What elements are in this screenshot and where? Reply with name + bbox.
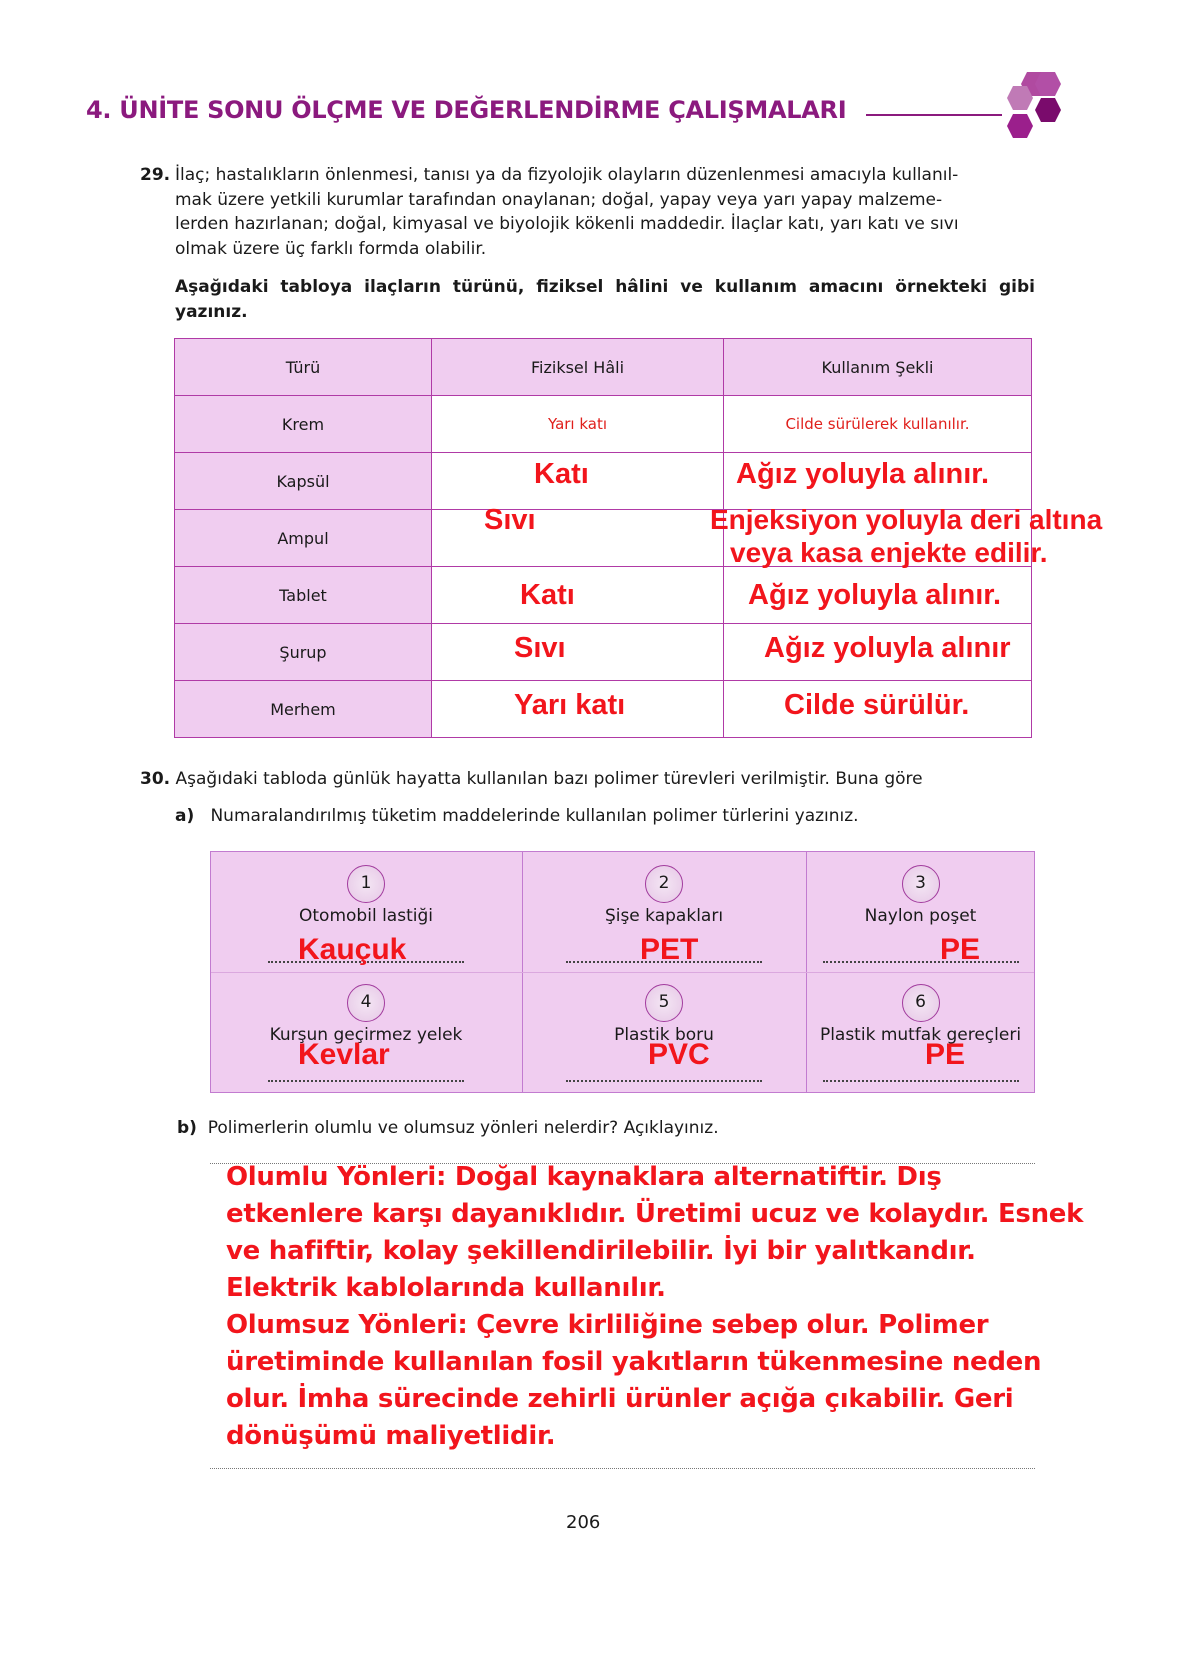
header-use: Kullanım Şekli — [724, 339, 1032, 396]
answer-2[interactable]: PET — [640, 933, 699, 966]
hexagon-logo-icon — [1005, 68, 1077, 148]
item-name: Otomobil lastiği — [299, 906, 433, 926]
polymer-item — [522, 984, 806, 1045]
item-name: Naylon poşet — [864, 906, 977, 926]
item-number-badge: 2 — [645, 865, 683, 903]
polymer-item — [806, 865, 1035, 926]
question-29-number: 29. — [140, 165, 171, 185]
table-row: Ampul Sıvı Enjeksiyon yoluyla deri altına veya kasa enjekte edilir. — [175, 510, 1032, 567]
page-title: 4. ÜNİTE SONU ÖLÇME VE DEĞERLENDİRME ÇALIŞMALARI — [86, 96, 847, 124]
table-row: Tablet Katı Ağız yoluyla alınır. — [175, 567, 1032, 624]
answer-dotted-line — [566, 1080, 762, 1082]
answer-5[interactable]: PVC — [648, 1038, 710, 1071]
answer-6[interactable]: PE — [925, 1038, 966, 1071]
answer-dotted-line — [823, 1080, 1019, 1082]
answer-dotted-line — [823, 961, 1019, 963]
answer-1[interactable]: Kauçuk — [298, 933, 407, 966]
answer-dotted-line — [268, 1080, 464, 1082]
table-row: Şurup Sıvı Ağız yoluyla alınır — [175, 624, 1032, 681]
item-number-badge: 4 — [347, 984, 385, 1022]
header-type: Türü — [175, 339, 432, 396]
question-30: 30. Aşağıdaki tabloda günlük hayatta kullanılan bazı polimer türevleri verilmiştir. Buna göre — [140, 769, 923, 789]
writing-line — [210, 1468, 1035, 1469]
item-number-badge: 3 — [902, 865, 940, 903]
item-name: Plastik mutfak gereçleri — [819, 1025, 1022, 1045]
question-30b: b) Polimerlerin olumlu ve olumsuz yönleri nelerdir? Açıklayınız. — [177, 1118, 719, 1138]
header-state: Fiziksel Hâli — [432, 339, 724, 396]
table-row: Kapsül Katı Ağız yoluyla alınır. — [175, 453, 1032, 510]
polymer-item — [210, 984, 522, 1045]
item-number-badge: 6 — [902, 984, 940, 1022]
item-name: Kurşun geçirmez yelek — [269, 1025, 463, 1045]
polymer-item — [522, 865, 806, 926]
question-29-instruction: Aşağıdaki tabloya ilaçların türünü, fiziksel hâlini ve kullanım amacını örnekteki gibi yazınız. — [175, 277, 1035, 322]
table-header-row — [175, 339, 1032, 396]
item-name: Şişe kapakları — [604, 906, 724, 926]
page-number: 206 — [566, 1512, 601, 1533]
answer-4[interactable]: Kevlar — [298, 1038, 390, 1071]
title-divider — [866, 114, 1002, 116]
answer-3[interactable]: PE — [940, 933, 981, 966]
item-number-badge: 1 — [347, 865, 385, 903]
polymer-item — [210, 865, 522, 926]
question-30a: a) Numaralandırılmış tüketim maddelerinde kullanılan polimer türlerini yazınız. — [175, 806, 859, 826]
table-row: Krem Yarı katı Cilde sürülerek kullanılır. — [175, 396, 1032, 453]
item-number-badge: 5 — [645, 984, 683, 1022]
medicine-table — [174, 338, 1103, 738]
polymer-item — [806, 984, 1035, 1045]
item-name: Plastik boru — [614, 1025, 714, 1045]
question-29-text: İlaç; hastalıkların önlenmesi, tanısı ya da fizyolojik olayların düzenlenmesi amacıyla kullanıl- mak üzere yetkili kurumlar tarafından onaylanan; doğal, yapay veya yarı yapay malzeme- lerden hazırlanan; doğal, kimyasal ve biyolojik kökenli maddedir. İlaçlar katı, yarı katı ve sıvı olmak üzere üç farklı formda olabilir. — [175, 165, 959, 259]
table-row: Merhem Yarı katı Cilde sürülür. — [175, 681, 1032, 738]
